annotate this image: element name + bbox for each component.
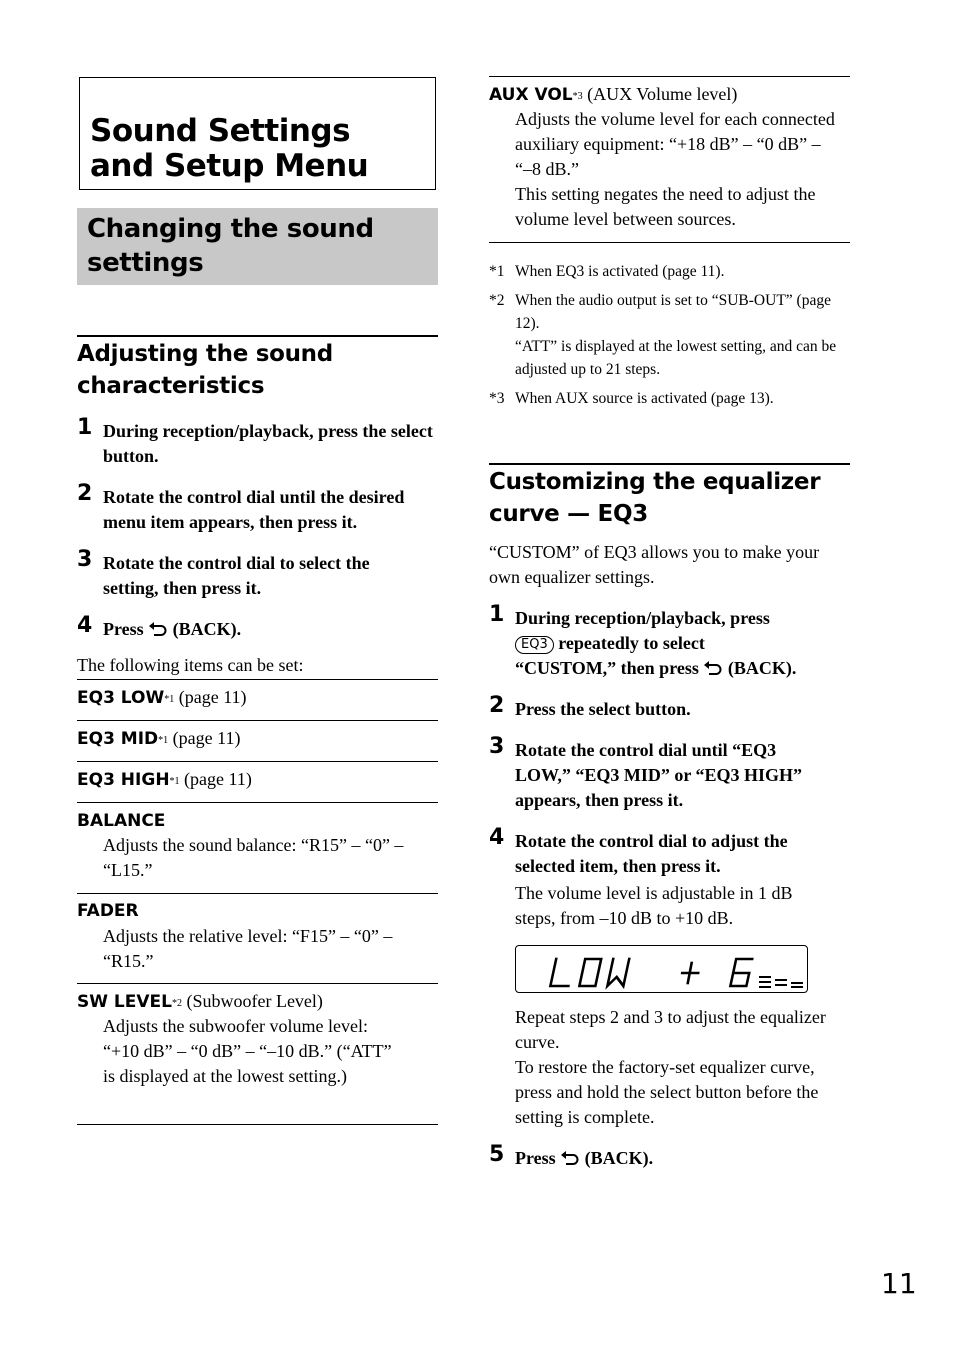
divider xyxy=(77,1124,438,1125)
item-ref: (AUX Volume level) xyxy=(582,84,738,104)
footnote-text: When EQ3 is activated (page 11). xyxy=(515,263,725,280)
item-name: FADER xyxy=(77,901,139,921)
item-ref: (page 11) xyxy=(168,728,241,748)
item-ref: (Subwoofer Level) xyxy=(181,991,323,1011)
divider xyxy=(77,335,438,337)
section-banner xyxy=(77,208,438,285)
item-aux-vol xyxy=(489,82,850,108)
footnote-mark: *1 xyxy=(489,263,505,280)
divider xyxy=(77,802,438,803)
section-title: Changing the sound settings xyxy=(87,214,374,278)
item-sw-level xyxy=(77,989,438,1015)
step-number: 1 xyxy=(489,602,505,627)
item-balance xyxy=(77,808,438,834)
footnote-mark: *1 xyxy=(164,694,175,705)
item-name: EQ3 LOW xyxy=(77,688,165,708)
divider xyxy=(489,76,850,77)
footnote-mark: *3 xyxy=(489,390,505,407)
step-text: repeatedly to select xyxy=(558,633,705,653)
footnote-1 xyxy=(489,260,850,284)
step-text: Rotate the control dial to adjust the selected item, then press it. xyxy=(515,831,788,876)
footnote-mark: *2 xyxy=(171,998,182,1009)
step-text: During reception/playback, press xyxy=(515,608,770,628)
divider xyxy=(77,761,438,762)
page-number: 11 xyxy=(881,1267,917,1300)
eq3-repeat: Repeat steps 2 and 3 to adjust the equalizer curve. xyxy=(515,1007,826,1052)
back-icon xyxy=(148,621,168,637)
step-number: 5 xyxy=(489,1142,505,1167)
lcd-display xyxy=(515,945,808,993)
step-number: 2 xyxy=(77,481,93,506)
eq3-restore: To restore the factory-set equalizer curve, press and hold the select button before the setting is complete. xyxy=(515,1057,819,1127)
footnote-text-2: “ATT” is displayed at the lowest setting, and can be adjusted up to 21 steps. xyxy=(515,338,837,378)
step-text: “CUSTOM,” then press xyxy=(515,658,699,678)
footnote-mark: *2 xyxy=(489,292,505,309)
footnote-text: When the audio output is set to “SUB-OUT” (page 12). xyxy=(515,292,831,332)
step-text: Press xyxy=(515,1148,556,1168)
step-number: 2 xyxy=(489,693,505,718)
footnote-text: When AUX source is activated (page 13). xyxy=(515,390,774,407)
item-name: EQ3 HIGH xyxy=(77,770,170,790)
item-desc: Adjusts the volume level for each connected auxiliary equipment: “+18 dB” – “0 dB” – “–8 dB.” xyxy=(515,109,835,179)
item-desc: Adjusts the relative level: “F15” – “0” – “R15.” xyxy=(103,926,393,971)
adjusting-heading: Adjusting the sound characteristics xyxy=(77,341,333,399)
step-number: 4 xyxy=(77,613,93,638)
divider xyxy=(77,720,438,721)
footnote-mark: *3 xyxy=(572,91,583,102)
item-ref: (page 11) xyxy=(179,769,252,789)
divider xyxy=(489,242,850,243)
divider xyxy=(489,463,850,465)
item-ref: (page 11) xyxy=(174,687,247,707)
item-desc: Adjusts the sound balance: “R15” – “0” – “L15.” xyxy=(103,835,404,880)
divider xyxy=(77,679,438,680)
divider xyxy=(77,893,438,894)
divider xyxy=(77,983,438,984)
item-eq3-low xyxy=(77,685,438,711)
item-eq3-mid xyxy=(77,726,438,752)
footnote-2 xyxy=(489,289,850,381)
step-text: During reception/playback, press the select button. xyxy=(103,421,433,466)
page-title: Sound Settings and Setup Menu xyxy=(90,113,369,184)
item-fader xyxy=(77,898,438,924)
step-text: Press the select button. xyxy=(515,699,691,719)
step-number: 4 xyxy=(489,825,505,850)
step-text: Rotate the control dial until “EQ3 LOW,” “EQ3 MID” or “EQ3 HIGH” appears, then press it. xyxy=(515,740,803,810)
footnote-mark: *1 xyxy=(158,735,169,746)
eq3-button-icon: EQ3 xyxy=(515,636,554,654)
footnote-3 xyxy=(489,387,850,411)
step-number: 3 xyxy=(489,734,505,759)
step-text-back: (BACK). xyxy=(172,619,242,639)
lcd-readout-graphic xyxy=(516,946,807,992)
step-number: 3 xyxy=(77,547,93,572)
back-icon xyxy=(560,1150,580,1166)
step-text-back: (BACK). xyxy=(727,658,797,678)
step-text: Rotate the control dial until the desired menu item appears, then press it. xyxy=(103,487,405,532)
back-icon xyxy=(703,660,723,676)
eq3-step-4-note: The volume level is adjustable in 1 dB steps, from –10 dB to +10 dB. xyxy=(515,883,793,928)
item-name: AUX VOL xyxy=(489,85,573,105)
step-text: Rotate the control dial to select the setting, then press it. xyxy=(103,553,370,598)
step-number: 1 xyxy=(77,415,93,440)
item-desc: Adjusts the subwoofer volume level: “+10 dB” – “0 dB” – “–10 dB.” (“ATT” is displayed at the lowest setting.) xyxy=(103,1016,392,1086)
step-text-back: (BACK). xyxy=(584,1148,654,1168)
footnote-mark: *1 xyxy=(169,776,180,787)
item-name: SW LEVEL xyxy=(77,992,172,1012)
item-name: BALANCE xyxy=(77,811,166,831)
item-eq3-high xyxy=(77,767,438,793)
title-box xyxy=(79,77,436,190)
eq3-heading: Customizing the equalizer curve — EQ3 xyxy=(489,469,821,527)
eq3-intro: “CUSTOM” of EQ3 allows you to make your own equalizer settings. xyxy=(489,542,820,587)
items-intro: The following items can be set: xyxy=(77,655,304,675)
item-desc-note: This setting negates the need to adjust the volume level between sources. xyxy=(515,184,816,229)
item-name: EQ3 MID xyxy=(77,729,159,749)
step-text: Press xyxy=(103,619,144,639)
